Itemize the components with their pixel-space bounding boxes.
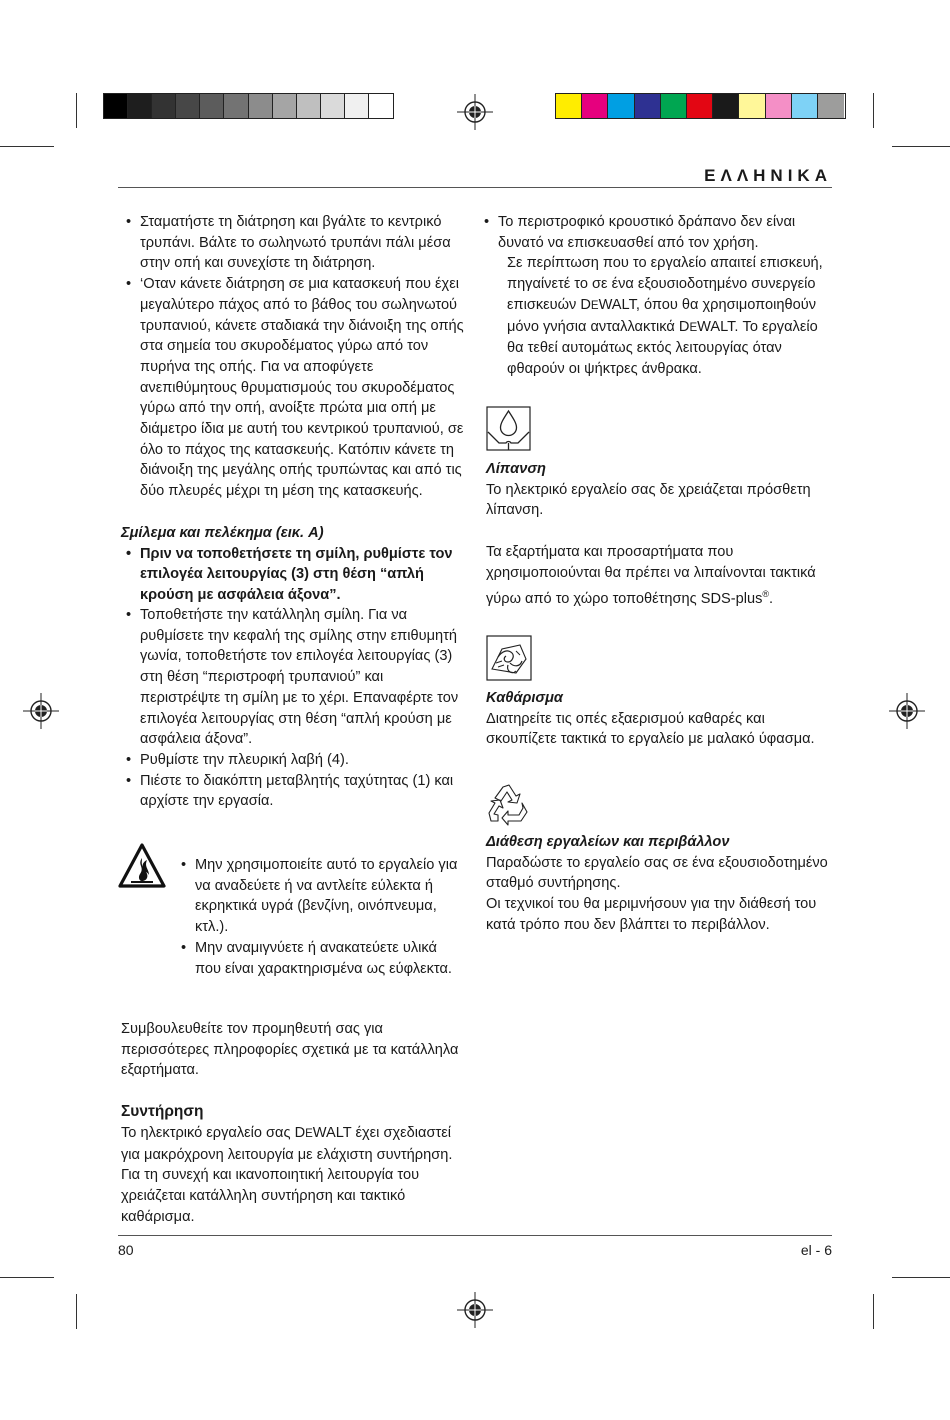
process-color-bar: [555, 93, 846, 119]
list-item: • ‘Οταν κάνετε διάτρηση σε μια κατασκευή που έχει μεγαλύτερο πάχος από το βάθος του σωληνωτού τρυπανιού, κάνετε σταδιακά την διάνοιξη της οπής στα σημεία του σκυροδέματος γύρω από τον πυρήνα της οπής. Για να αποφύγετε ανεπιθύμητους θρυματισμούς του σκυροδέματος γύρω από την οπή, ανοίξτε πρώτα μια οπή με διάμετρο ίδια με αυτή του κεντρικού τρυπανιού, σε όλο το πάχος της κατασκευής. Κατόπιν κάνετε τη διάνοιξη της μεγάλης οπής τρυπώντας και από τις δύο πλευρές μέχρι τη μέση της κατασκευής.: [121, 274, 466, 502]
crop-mark: [76, 1294, 77, 1329]
color-swatch: [176, 94, 200, 118]
color-swatch: [104, 94, 128, 118]
header-rule: [118, 187, 832, 188]
disposal-paragraph-1: Παραδώστε το εργαλείο σας σε ένα εξουσιοδοτημένο σταθμό συντήρησης.: [486, 854, 828, 892]
color-swatch: [582, 94, 608, 118]
registration-mark-icon: [457, 94, 493, 130]
cleaning-block: [486, 688, 836, 750]
color-swatch: [321, 94, 345, 118]
color-swatch: [128, 94, 152, 118]
page-number-right: el - 6: [800, 1242, 832, 1258]
crop-mark: [76, 93, 77, 128]
crop-mark: [892, 1277, 950, 1278]
disposal-block: [486, 832, 836, 936]
disposal-paragraph-2: Οι τεχνικοί του θα μεριμνήσουν για την διάθεσή του κατά τρόπο που δεν βλάπτει το περιβάλλον.: [486, 896, 817, 933]
color-swatch: [200, 94, 224, 118]
warning-bullets: [176, 855, 466, 979]
disposal-heading: Διάθεση εργαλείων και περιβάλλον: [486, 834, 730, 850]
list-item: • Το περιστροφικό κρουστικό δράπανο δεν είναι δυνατό να επισκευασθεί από τον χρήση.: [479, 212, 836, 253]
color-swatch: [661, 94, 687, 118]
color-swatch: [297, 94, 321, 118]
page-number-left: 80: [118, 1242, 134, 1258]
cleaning-icon: [486, 635, 532, 681]
crop-mark: [0, 146, 54, 147]
oil-drop-icon: [486, 406, 531, 451]
registration-mark-icon: [889, 693, 925, 729]
color-swatch: [766, 94, 792, 118]
color-swatch: [739, 94, 765, 118]
warning-block: [176, 855, 466, 979]
consult-paragraph: Συμβουλευθείτε τον προμηθευτή σας για περισσότερες πληροφορίες σχετικά με τα κατάλληλα εξαρτήματα.: [121, 1021, 459, 1079]
right-column: [486, 212, 836, 380]
list-item: • Μην χρησιμοποιείτε αυτό το εργαλείο για να αναδεύετε ή να αντλείτε εύλεκτα ή εκρηκτικά υγρά (βενζίνη, οινόπνευμα, κτλ.).: [176, 855, 466, 938]
color-swatch: [687, 94, 713, 118]
crop-mark: [873, 1294, 874, 1329]
lubrication-block: [486, 459, 836, 609]
repair-bullets: [479, 212, 836, 253]
color-swatch: [345, 94, 369, 118]
crop-mark: [873, 93, 874, 128]
list-item: • Πριν να τοποθετήσετε τη σμίλη, ρυθμίστε τον επιλογέα λειτουργίας (3) στη θέση “απλή κρούση με ασφάλεια άξονα”.: [121, 544, 466, 606]
accessories-paragraph: Τα εξαρτήματα και προσαρτήματα που χρησιμοποιούνται θα πρέπει να λιπαίνονται τακτικά γύρω από το χώρο τοποθέτησης SDS-plus®.: [486, 544, 816, 607]
maintenance-paragraph: Το ηλεκτρικό εργαλείο σας DEWALT έχει σχεδιαστεί για μακρόχρονη λειτουργία με ελάχιστη συντήρηση. Για τη συνεχή και ικανοποιητική λειτουργία του χρειάζεται κατάλληλη συντήρηση και τακτικό καθάρισμα.: [121, 1124, 453, 1225]
color-swatch: [635, 94, 661, 118]
language-heading: ΕΛΛΗΝΙΚΑ: [704, 166, 832, 185]
color-swatch: [713, 94, 739, 118]
list-item: • Πιέστε το διακόπτη μεταβλητής ταχύτητας (1) και αρχίστε την εργασία.: [121, 771, 466, 812]
color-swatch: [556, 94, 582, 118]
list-item: • Σταματήστε τη διάτρηση και βγάλτε το κεντρικό τρυπάνι. Βάλτε το σωληνωτό τρυπάνι πάλι μέσα στην οπή και συνεχίστε τη διάτρηση.: [121, 212, 466, 274]
color-swatch: [369, 94, 393, 118]
registration-mark-icon: [457, 1292, 493, 1328]
color-swatch: [152, 94, 176, 118]
repair-paragraph: Σε περίπτωση που το εργαλείο απαιτεί επισκευή, πηγαίνετέ το σε ένα εξουσιοδοτημένο συνεργείο επισκευών DEWALT, όπου θα χρησιμοποιηθούν μόνο γνήσια ανταλλακτικά DEWALT. Το εργαλείο θα τεθεί αυτομάτως εκτός λειτουργίας όταν φθαρούν οι ψήκτρες άνθρακα.: [507, 255, 823, 377]
color-swatch: [273, 94, 297, 118]
list-item: • Ρυθμίστε την πλευρική λαβή (4).: [121, 750, 466, 771]
maintenance-heading: Συντήρηση: [121, 1103, 204, 1121]
color-swatch: [249, 94, 273, 118]
crop-mark: [0, 1277, 54, 1278]
crop-mark: [892, 146, 950, 147]
chiseling-bullets: [121, 544, 466, 813]
registration-mark-icon: [23, 693, 59, 729]
recycle-icon: [486, 781, 532, 827]
gray-color-bar: [103, 93, 394, 119]
color-swatch: [818, 94, 844, 118]
left-column: [121, 212, 466, 812]
footer-rule: [118, 1235, 832, 1236]
list-item: • Τοποθετήστε την κατάλληλη σμίλη. Για να ρυθμίσετε την κεφαλή της σμίλης στην επιθυμητή γωνία, τοποθετήστε τον επιλογέα λειτουργίας (3) στη θέση “περιστροφή τρυπανιού” και περιστρέψτε τη σμίλη με το χέρι. Επαναφέρτε τον επιλογέα λειτουργίας στη θέση “απλή κρούση με ασφάλεια άξονα”.: [121, 605, 466, 750]
list-item: • Μην αναμιγνύετε ή ανακατεύετε υλικά που είναι χαρακτηρισμένα ως εύφλεκτα.: [176, 938, 466, 979]
drilling-bullets: [121, 212, 466, 502]
cleaning-paragraph: Διατηρείτε τις οπές εξαερισμού καθαρές και σκουπίζετε τακτικά το εργαλείο με μαλακό ύφασμα.: [486, 710, 815, 748]
lubrication-paragraph: Το ηλεκτρικό εργαλείο σας δε χρειάζεται πρόσθετη λίπανση.: [486, 481, 811, 519]
color-swatch: [224, 94, 248, 118]
flammable-warning-icon: [118, 843, 166, 889]
color-swatch: [608, 94, 634, 118]
left-column-lower: [121, 1019, 466, 1227]
chiseling-heading: Σμίλεμα και πελέκημα (εικ. A): [121, 524, 324, 541]
color-swatch: [792, 94, 818, 118]
cleaning-heading: Καθάρισμα: [486, 690, 563, 706]
lubrication-heading: Λίπανση: [486, 461, 546, 477]
